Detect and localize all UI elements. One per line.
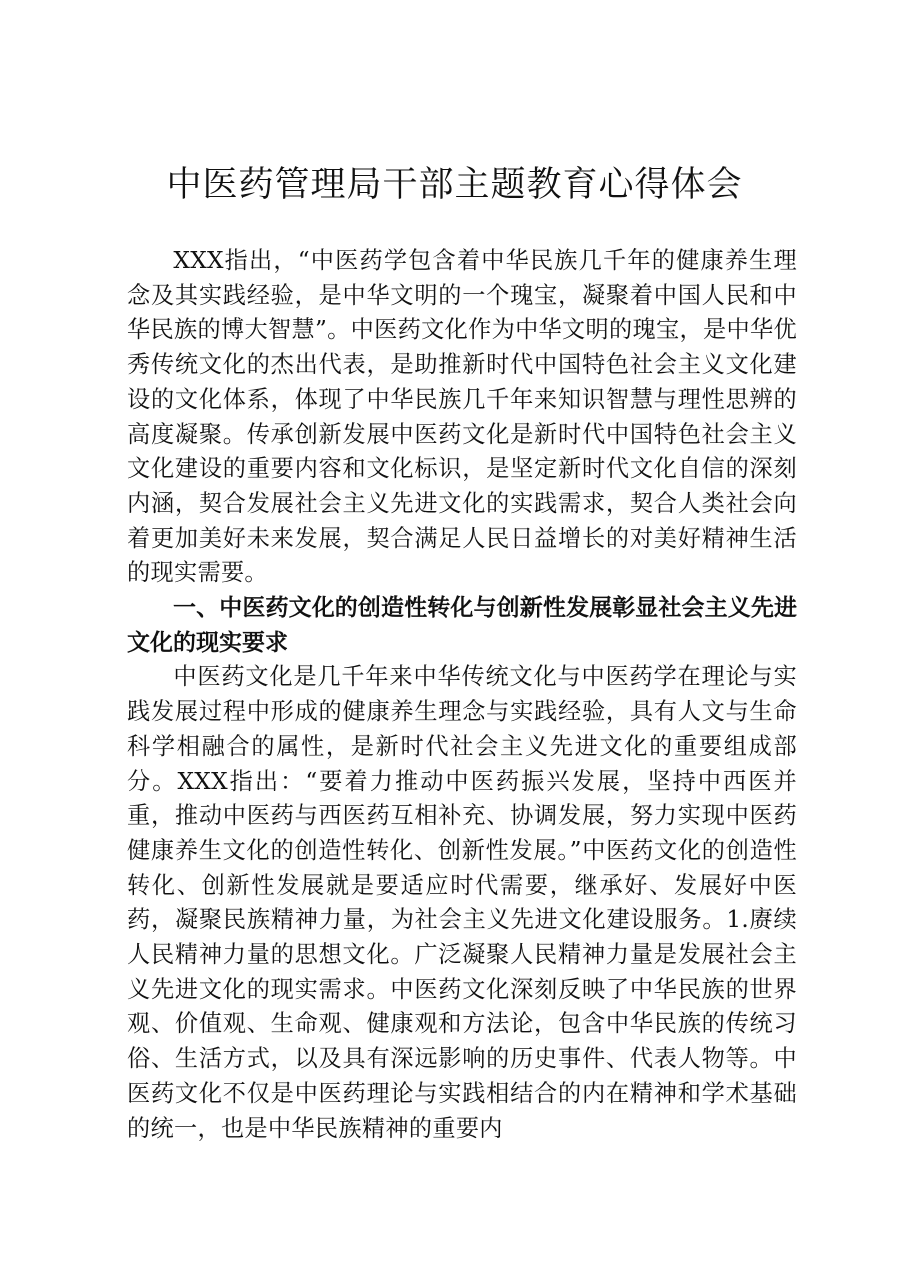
section-1-paragraph: 中医药文化是几千年来中华传统文化与中医药学在理论与实践发展过程中形成的健康养生理念与实践经验，具有人文与生命科学相融合的属性，是新时代社会主义先进文化的重要组成部分。XXX指出：“要着力推动中医药振兴发展，坚持中西医并重，推动中医药与西医药互相补充、协调发展，努力实现中医药健康养生文化的创造性转化、创新性发展。”中医药文化的创造性转化、创新性发展就是要适应时代需要，继承好、发展好中医药，凝聚民族精神力量，为社会主义先进文化建设服务。1.赓续人民精神力量的思想文化。广泛凝聚人民精神力量是发展社会主义先进文化的现实需求。中医药文化深刻反映了中华民族的世界观、价值观、生命观、健康观和方法论，包含中华民族的传统习俗、生活方式，以及具有深远影响的历史事件、代表人物等。中医药文化不仅是中医药理论与实践相结合的内在精神和学术基础的统一，也是中华民族精神的重要内 xyxy=(127,663,797,1142)
section-heading-1: 一、中医药文化的创造性转化与创新性发展彰显社会主义先进文化的现实要求 xyxy=(127,595,797,656)
document-body xyxy=(127,244,797,1146)
document-title: 中医药管理局干部主题教育心得体会 xyxy=(166,165,743,205)
intro-paragraph: XXX指出，“中医药学包含着中华民族几千年的健康养生理念及其实践经验，是中华文明的一个瑰宝，凝聚着中国人民和中华民族的博大智慧”。中医药文化作为中华文明的瑰宝，是中华优秀传统文化的杰出代表，是助推新时代中国特色社会主义文化建设的文化体系，体现了中华民族几千年来知识智慧与理性思辨的高度凝聚。传承创新发展中医药文化是新时代中国特色社会主义文化建设的重要内容和文化标识，是坚定新时代文化自信的深刻内涵，契合发展社会主义先进文化的实践需求，契合人类社会向着更加美好未来发展，契合满足人民日益增长的对美好精神生活的现实需要。 xyxy=(127,247,797,587)
